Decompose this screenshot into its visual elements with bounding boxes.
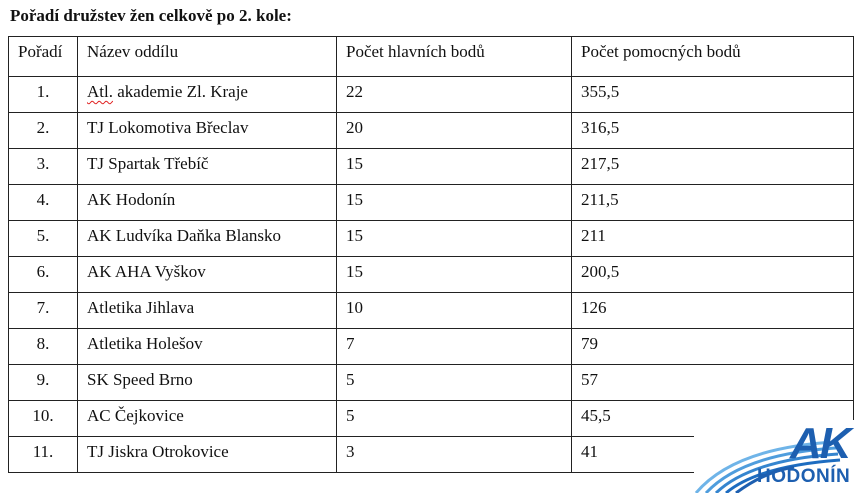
club-cell: AK AHA Vyškov [78, 257, 337, 293]
rank-cell: 11. [9, 437, 78, 473]
club-cell: Atletika Holešov [78, 329, 337, 365]
aux-points-cell: 126 [572, 293, 854, 329]
club-cell: TJ Lokomotiva Břeclav [78, 113, 337, 149]
rank-cell: 10. [9, 401, 78, 437]
rank-cell: 2. [9, 113, 78, 149]
aux-points-cell: 200,5 [572, 257, 854, 293]
club-cell: Atletika Jihlava [78, 293, 337, 329]
main-points-cell: 15 [337, 257, 572, 293]
main-points-cell: 7 [337, 329, 572, 365]
club-cell: SK Speed Brno [78, 365, 337, 401]
club-cell: TJ Spartak Třebíč [78, 149, 337, 185]
club-cell: AC Čejkovice [78, 401, 337, 437]
main-points-cell: 15 [337, 185, 572, 221]
main-points-cell: 20 [337, 113, 572, 149]
aux-points-cell: 41 [572, 437, 854, 473]
aux-points-cell: 355,5 [572, 77, 854, 113]
logo-name: HODONÍN [757, 466, 851, 487]
logo-mark: AK [790, 419, 850, 468]
club-cell: AK Hodonín [78, 185, 337, 221]
main-points-cell: 10 [337, 293, 572, 329]
main-points-cell: 5 [337, 365, 572, 401]
aux-points-cell: 211,5 [572, 185, 854, 221]
table-header-row [9, 37, 854, 77]
standings-table [8, 36, 854, 473]
header-rank: Pořadí [9, 37, 78, 77]
club-cell [78, 77, 337, 113]
table-row [9, 185, 854, 221]
table-row [9, 365, 854, 401]
table-row [9, 257, 854, 293]
aux-points-cell: 79 [572, 329, 854, 365]
rank-cell: 1. [9, 77, 78, 113]
main-points-cell: 15 [337, 149, 572, 185]
rank-cell: 7. [9, 293, 78, 329]
ak-hodonin-logo [694, 420, 860, 493]
rank-cell: 9. [9, 365, 78, 401]
rank-cell: 4. [9, 185, 78, 221]
aux-points-cell: 316,5 [572, 113, 854, 149]
table-row [9, 329, 854, 365]
aux-points-cell: 45,5 [572, 401, 854, 437]
rank-cell: 3. [9, 149, 78, 185]
rank-cell: 6. [9, 257, 78, 293]
table-row [9, 149, 854, 185]
aux-points-cell: 217,5 [572, 149, 854, 185]
header-aux-points: Počet pomocných bodů [572, 37, 854, 77]
aux-points-cell: 211 [572, 221, 854, 257]
header-main-points: Počet hlavních bodů [337, 37, 572, 77]
header-club: Název oddílu [78, 37, 337, 77]
club-cell: TJ Jiskra Otrokovice [78, 437, 337, 473]
main-points-cell: 15 [337, 221, 572, 257]
main-points-cell: 3 [337, 437, 572, 473]
aux-points-cell: 57 [572, 365, 854, 401]
table-row [9, 113, 854, 149]
rank-cell: 8. [9, 329, 78, 365]
spellcheck-word: Atl. [87, 82, 113, 101]
rank-cell: 5. [9, 221, 78, 257]
table-row [9, 293, 854, 329]
main-points-cell: 22 [337, 77, 572, 113]
table-row [9, 221, 854, 257]
club-cell: AK Ludvíka Daňka Blansko [78, 221, 337, 257]
page-title: Pořadí družstev žen celkově po 2. kole: [10, 6, 292, 25]
club-name-rest: akademie Zl. Kraje [112, 82, 248, 101]
table-row [9, 77, 854, 113]
main-points-cell: 5 [337, 401, 572, 437]
